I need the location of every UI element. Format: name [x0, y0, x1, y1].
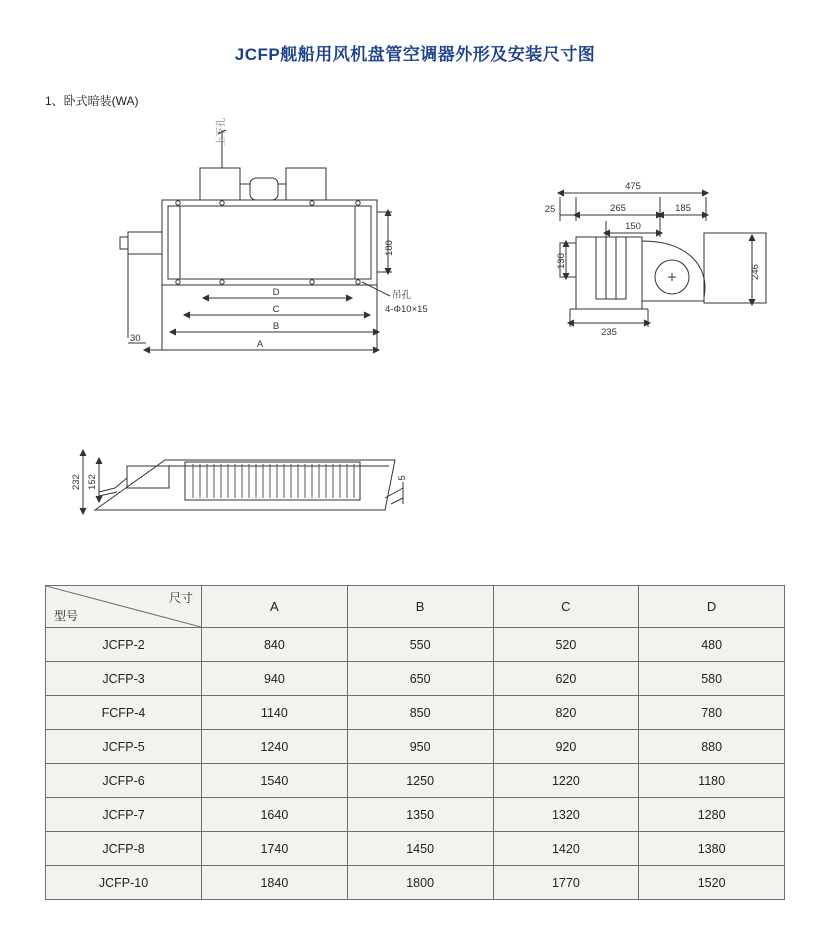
dimension-table	[45, 585, 785, 900]
table-row	[46, 798, 785, 832]
column-header-d: D	[639, 586, 785, 628]
cell-a: 1740	[202, 832, 348, 866]
table-row	[46, 832, 785, 866]
dim-265: 265	[610, 203, 626, 214]
dim-180: 180	[384, 240, 395, 256]
cell-d: 1180	[639, 764, 785, 798]
cell-model: FCFP-4	[46, 696, 202, 730]
cell-a: 1240	[202, 730, 348, 764]
cell-c: 1320	[493, 798, 639, 832]
cell-d: 1280	[639, 798, 785, 832]
cell-d: 1380	[639, 832, 785, 866]
cell-c: 920	[493, 730, 639, 764]
cell-b: 850	[347, 696, 493, 730]
cell-d: 580	[639, 662, 785, 696]
cell-model: JCFP-10	[46, 866, 202, 900]
table-row	[46, 764, 785, 798]
table-row	[46, 628, 785, 662]
cell-a: 840	[202, 628, 348, 662]
cell-model: JCFP-5	[46, 730, 202, 764]
dim-30: 30	[130, 333, 141, 344]
cell-c: 520	[493, 628, 639, 662]
cell-c: 820	[493, 696, 639, 730]
cell-c: 1770	[493, 866, 639, 900]
hole-spec-label: 4-Φ10×15	[385, 304, 428, 315]
cell-b: 1350	[347, 798, 493, 832]
cell-c: 1420	[493, 832, 639, 866]
dim-A: A	[256, 339, 264, 350]
cell-b: 1450	[347, 832, 493, 866]
dim-232: 232	[71, 474, 82, 490]
dim-150: 150	[625, 221, 641, 232]
dim-5: 5	[397, 475, 408, 481]
front-view-drawing	[100, 100, 460, 375]
dim-475: 475	[625, 181, 641, 192]
cell-a: 1540	[202, 764, 348, 798]
cell-model: JCFP-7	[46, 798, 202, 832]
hole-note-label: 吊孔	[392, 290, 412, 301]
column-header-b: B	[347, 586, 493, 628]
cell-a: 1840	[202, 866, 348, 900]
cell-model: JCFP-8	[46, 832, 202, 866]
dim-C: C	[272, 304, 280, 315]
section-subtitle: 1、卧式暗装(WA)	[45, 94, 139, 108]
table-header-row	[46, 586, 785, 628]
table-row	[46, 696, 785, 730]
cell-b: 950	[347, 730, 493, 764]
table-row	[46, 730, 785, 764]
cell-a: 940	[202, 662, 348, 696]
table-row	[46, 662, 785, 696]
dim-D: D	[272, 287, 280, 298]
top-note-label: 上下孔	[216, 117, 227, 147]
cell-b: 550	[347, 628, 493, 662]
side-view-drawing	[520, 175, 800, 355]
cell-b: 650	[347, 662, 493, 696]
dim-185: 185	[675, 203, 691, 214]
dim-235: 235	[601, 327, 617, 338]
cell-model: JCFP-2	[46, 628, 202, 662]
cell-model: JCFP-6	[46, 764, 202, 798]
dim-130: 130	[556, 253, 567, 269]
table-row	[46, 866, 785, 900]
corner-dimension-label: 尺寸	[168, 591, 193, 605]
cell-c: 620	[493, 662, 639, 696]
dim-246: 246	[750, 264, 761, 280]
dimension-table-wrapper	[45, 585, 785, 900]
column-header-a: A	[202, 586, 348, 628]
corner-model-label: 型号	[54, 609, 79, 623]
cell-a: 1140	[202, 696, 348, 730]
dim-152: 152	[87, 474, 98, 490]
page-title: JCFP舰船用风机盘管空调器外形及安装尺寸图	[234, 45, 596, 64]
cell-d: 880	[639, 730, 785, 764]
cell-d: 480	[639, 628, 785, 662]
cell-c: 1220	[493, 764, 639, 798]
cell-b: 1800	[347, 866, 493, 900]
dim-B: B	[272, 321, 280, 332]
column-header-c: C	[493, 586, 639, 628]
dim-25: 25	[544, 204, 556, 215]
cell-b: 1250	[347, 764, 493, 798]
cell-d: 1520	[639, 866, 785, 900]
bottom-view-drawing	[55, 420, 415, 540]
cell-a: 1640	[202, 798, 348, 832]
table-corner-cell	[46, 586, 202, 628]
cell-model: JCFP-3	[46, 662, 202, 696]
cell-d: 780	[639, 696, 785, 730]
